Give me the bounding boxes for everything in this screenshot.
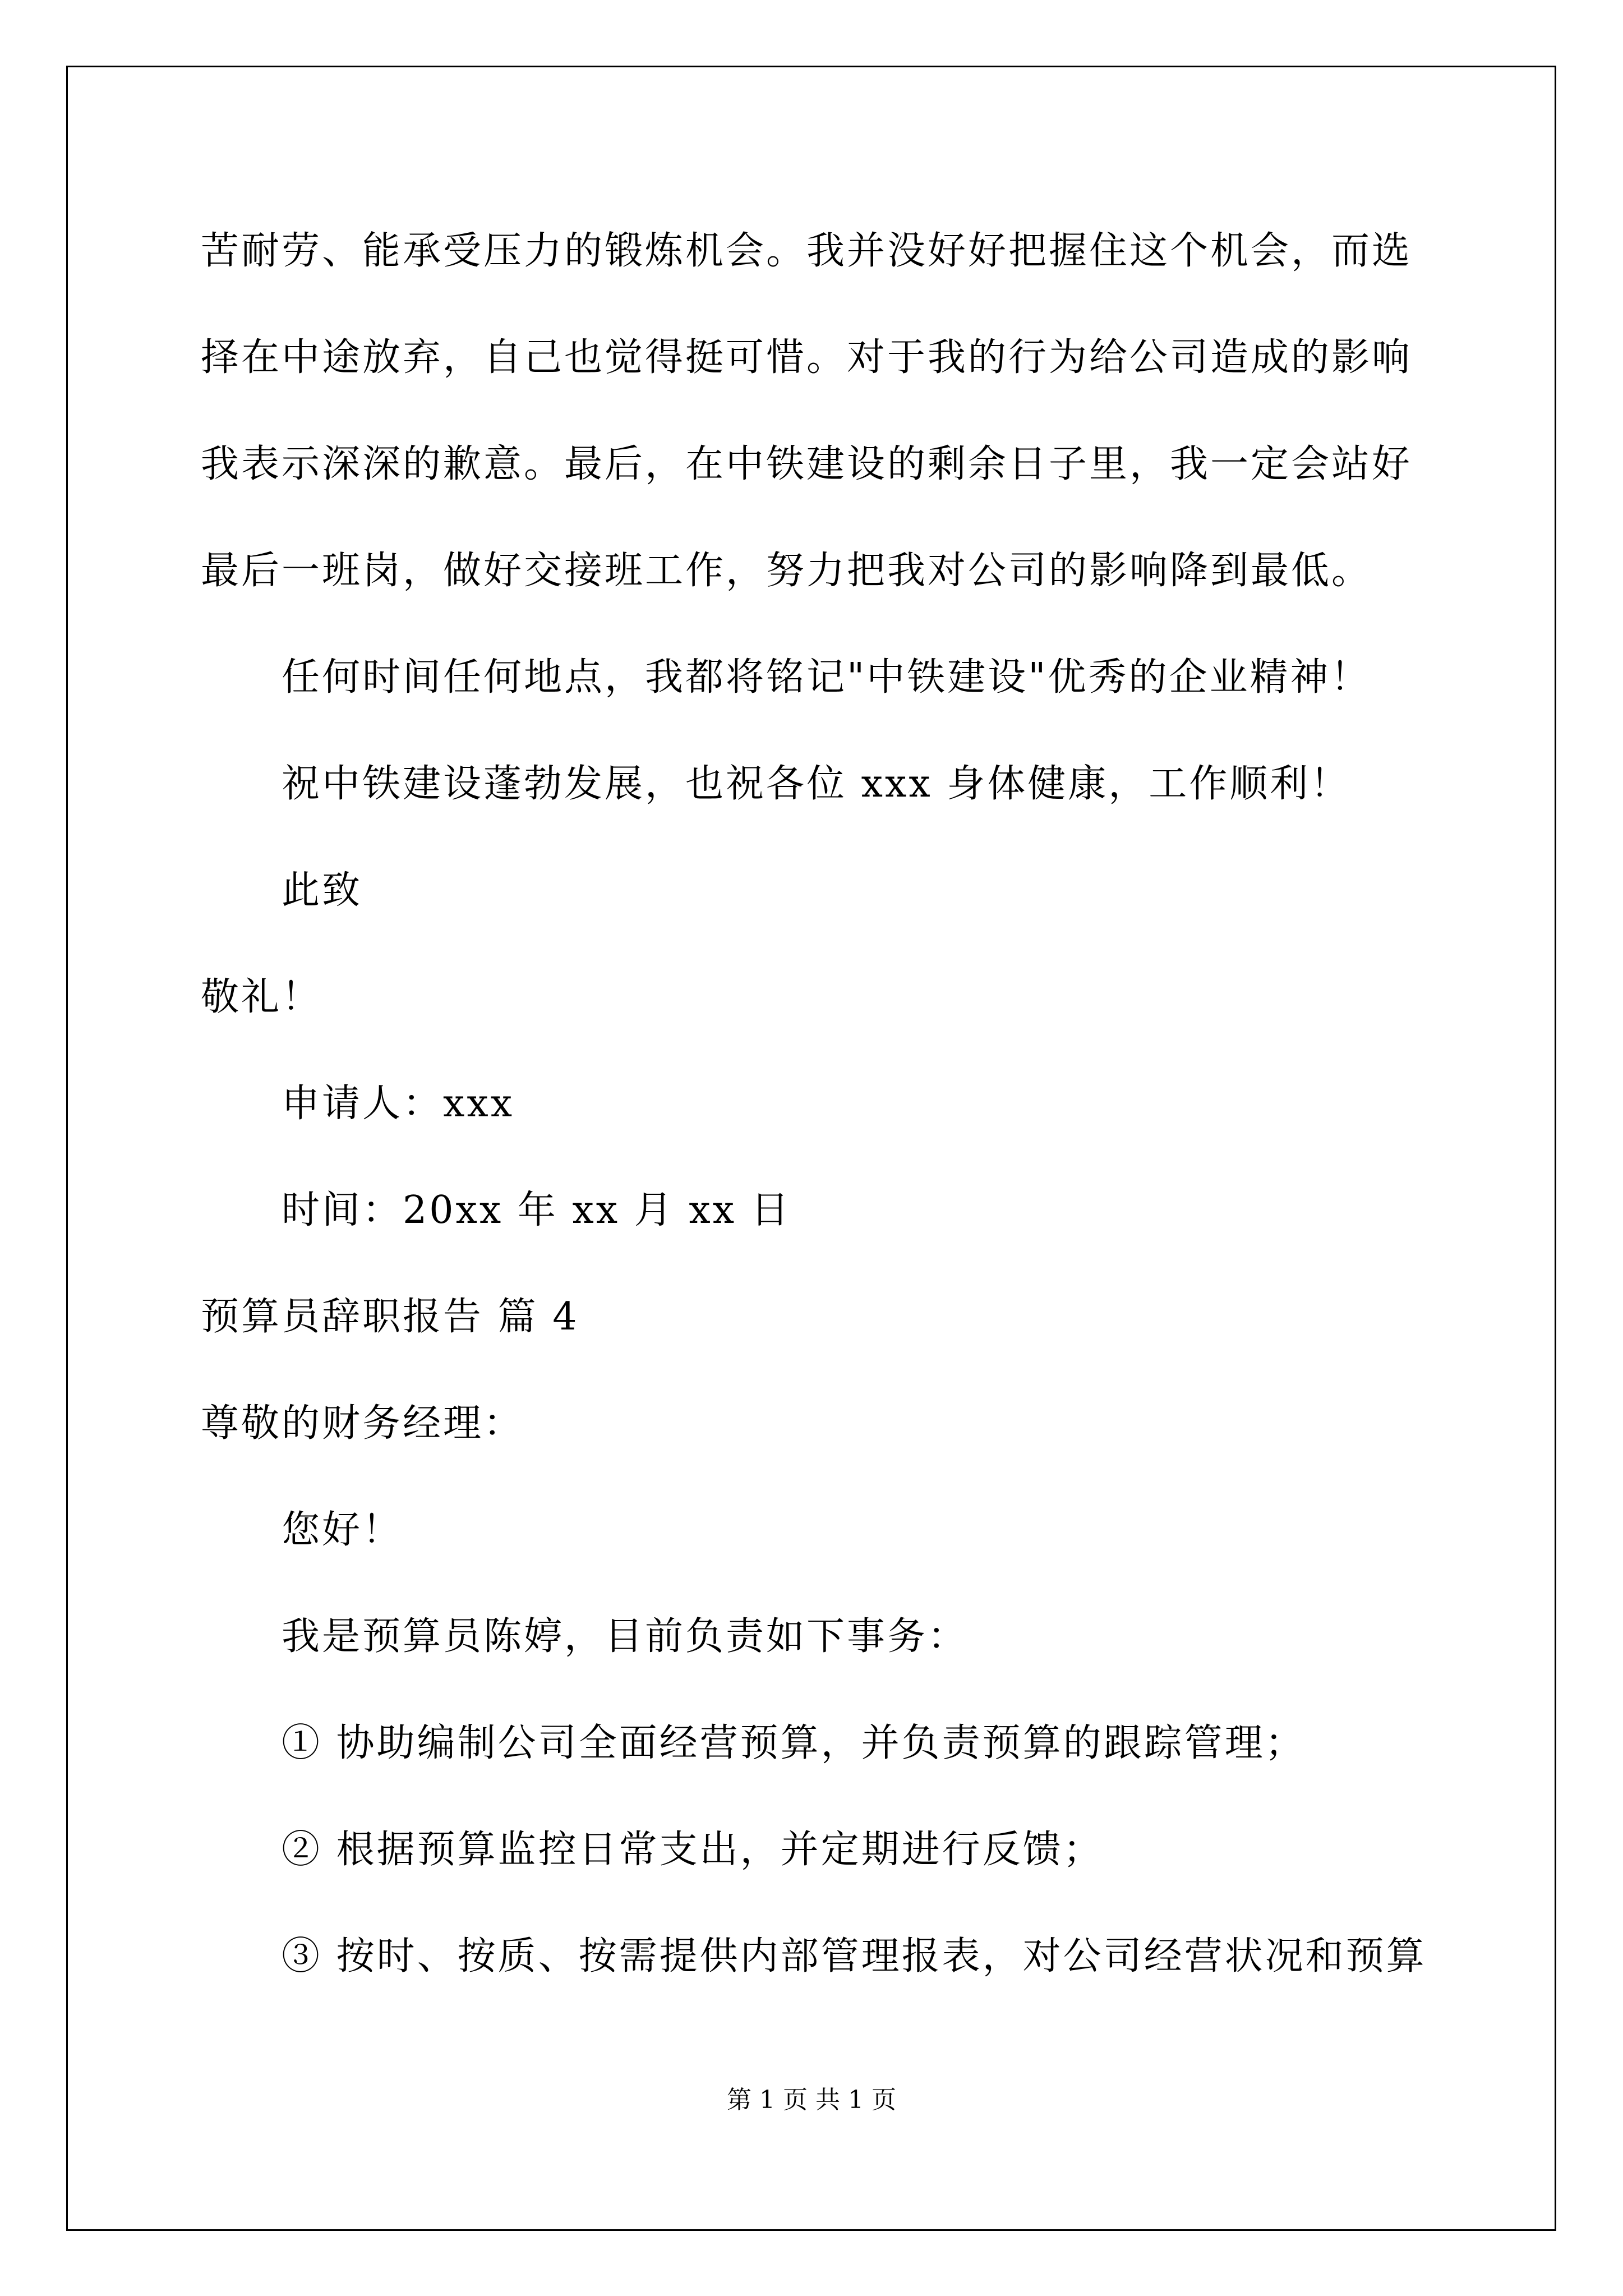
list-item: ② 根据预算监控日常支出，并定期进行反馈； xyxy=(282,1828,1104,1872)
salutation: 尊敬的财务经理： xyxy=(201,1401,524,1446)
body-text-line: 我是预算员陈婷，目前负责如下事务： xyxy=(282,1614,969,1659)
section-title: 预算员辞职报告 篇 4 xyxy=(201,1295,579,1339)
body-text-line: 苦耐劳、能承受压力的锻炼机会。我并没好好把握住这个机会，而选 xyxy=(201,229,1413,273)
body-text-line: 择在中途放弃，自己也觉得挺可惜。对于我的行为给公司造成的影响 xyxy=(201,335,1413,380)
body-text-line: 祝中铁建设蓬勃发展，也祝各位 xxx 身体健康，工作顺利！ xyxy=(282,762,1351,806)
greeting: 您好！ xyxy=(282,1508,403,1552)
body-text-line: 我表示深深的歉意。最后，在中铁建设的剩余日子里，我一定会站好 xyxy=(201,442,1413,486)
list-item: ③ 按时、按质、按需提供内部管理报表，对公司经营状况和预算 xyxy=(282,1934,1427,1978)
page-footer: 第 1 页 共 1 页 xyxy=(727,2086,896,2114)
body-text-line: 最后一班岗，做好交接班工作，努力把我对公司的影响降到最低。 xyxy=(201,549,1372,593)
list-item: ① 协助编制公司全面经营预算，并负责预算的跟踪管理； xyxy=(282,1721,1306,1765)
closing-regards: 敬礼！ xyxy=(201,975,322,1019)
page-border xyxy=(66,66,1556,2231)
closing-salutation: 此致 xyxy=(282,868,363,913)
applicant-line: 申请人：xxx xyxy=(282,1082,515,1126)
body-text-line: 任何时间任何地点，我都将铭记"中铁建设"优秀的企业精神！ xyxy=(282,655,1371,700)
date-line: 时间：20xx 年 xx 月 xx 日 xyxy=(282,1188,791,1232)
